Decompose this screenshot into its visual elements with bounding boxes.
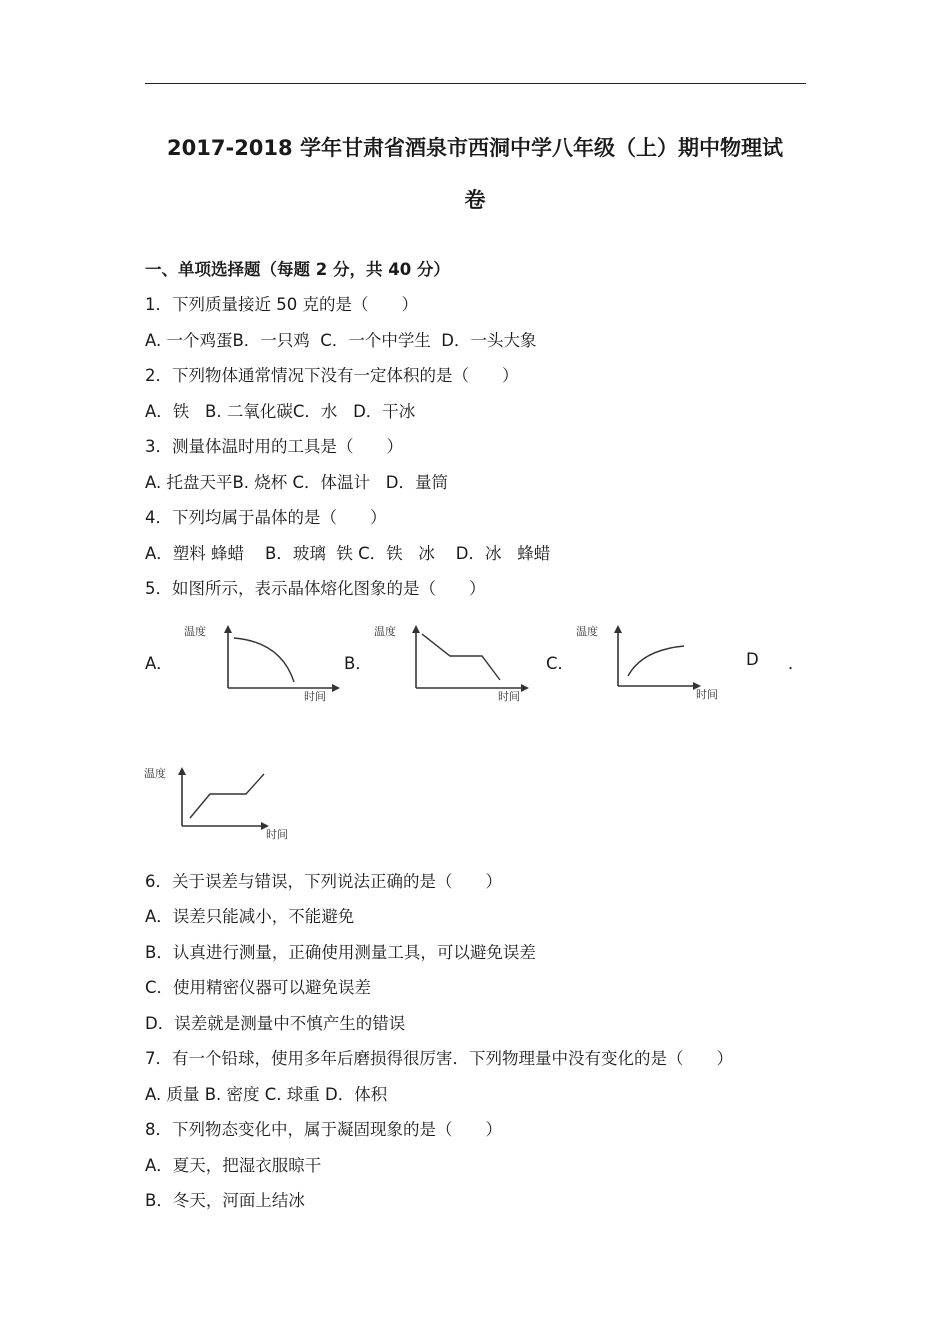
- graph-b-y-label: 温度: [374, 625, 396, 638]
- option-b-label: B．: [344, 654, 372, 673]
- graph-a-y-label: 温度: [184, 625, 206, 638]
- option-d-label: D: [746, 650, 759, 669]
- graph-b: [370, 620, 535, 705]
- question-2: 2．下列物体通常情况下没有一定体积的是（ ）: [145, 366, 519, 385]
- question-4-options: A．塑料 蜂蜡 B．玻璃 铁 C．铁 冰 D．冰 蜂蜡: [145, 544, 551, 563]
- question-6-option-c: C．使用精密仪器可以避免误差: [145, 978, 372, 997]
- option-d-dot: ．: [788, 654, 805, 673]
- title-line-1: 2017-2018 学年甘肃省酒泉市西洞中学八年级（上）期中物理试: [167, 136, 783, 160]
- question-8-option-b: B．冬天，河面上结冰: [145, 1191, 305, 1210]
- question-2-options: A．铁 B. 二氧化碳C．水 D．干冰: [145, 402, 416, 421]
- title-line-2: 卷: [464, 188, 486, 212]
- section-heading: 一、单项选择题（每题 2 分，共 40 分）: [145, 260, 450, 279]
- question-7: 7．有一个铅球，使用多年后磨损得很厉害．下列物理量中没有变化的是（ ）: [145, 1049, 733, 1068]
- question-4: 4．下列均属于晶体的是（ ）: [145, 508, 387, 527]
- graph-d-y-label: 温度: [144, 767, 166, 780]
- graph-a-curve: [234, 638, 294, 682]
- question-6-option-b: B．认真进行测量，正确使用测量工具，可以避免误差: [145, 943, 536, 962]
- graph-d: [140, 760, 310, 845]
- graph-d-curve: [190, 774, 264, 818]
- graph-c: [572, 620, 737, 705]
- graph-c-curve: [628, 646, 684, 676]
- question-1: 1．下列质量接近 50 克的是（ ）: [145, 295, 418, 314]
- question-6: 6．关于误差与错误，下列说法正确的是（ ）: [145, 872, 502, 891]
- question-1-options: A. 一个鸡蛋B．一只鸡 C．一个中学生 D．一头大象: [145, 331, 537, 350]
- graph-d-x-label: 时间: [266, 828, 288, 841]
- graph-c-y-label: 温度: [576, 625, 598, 638]
- graph-b-curve: [422, 634, 500, 680]
- question-3: 3．测量体温时用的工具是（ ）: [145, 437, 403, 456]
- document-title: [130, 122, 820, 226]
- header-rule: [145, 83, 806, 84]
- question-3-options: A. 托盘天平B. 烧杯 C．体温计 D．量筒: [145, 473, 449, 492]
- question-8: 8．下列物态变化中，属于凝固现象的是（ ）: [145, 1120, 502, 1139]
- question-6-option-a: A．误差只能减小，不能避免: [145, 907, 355, 926]
- graph-a: [176, 620, 341, 705]
- question-6-option-d: D．误差就是测量中不慎产生的错误: [145, 1014, 406, 1033]
- option-a-label: A．: [145, 654, 173, 673]
- graph-c-x-label: 时间: [696, 688, 718, 701]
- graph-b-x-label: 时间: [498, 690, 520, 703]
- question-7-options: A. 质量 B. 密度 C. 球重 D．体积: [145, 1085, 388, 1104]
- graph-a-x-label: 时间: [304, 690, 326, 703]
- question-5: 5．如图所示，表示晶体熔化图象的是（ ）: [145, 579, 486, 598]
- option-c-label: C．: [546, 654, 575, 673]
- question-8-option-a: A．夏天，把湿衣服晾干: [145, 1156, 322, 1175]
